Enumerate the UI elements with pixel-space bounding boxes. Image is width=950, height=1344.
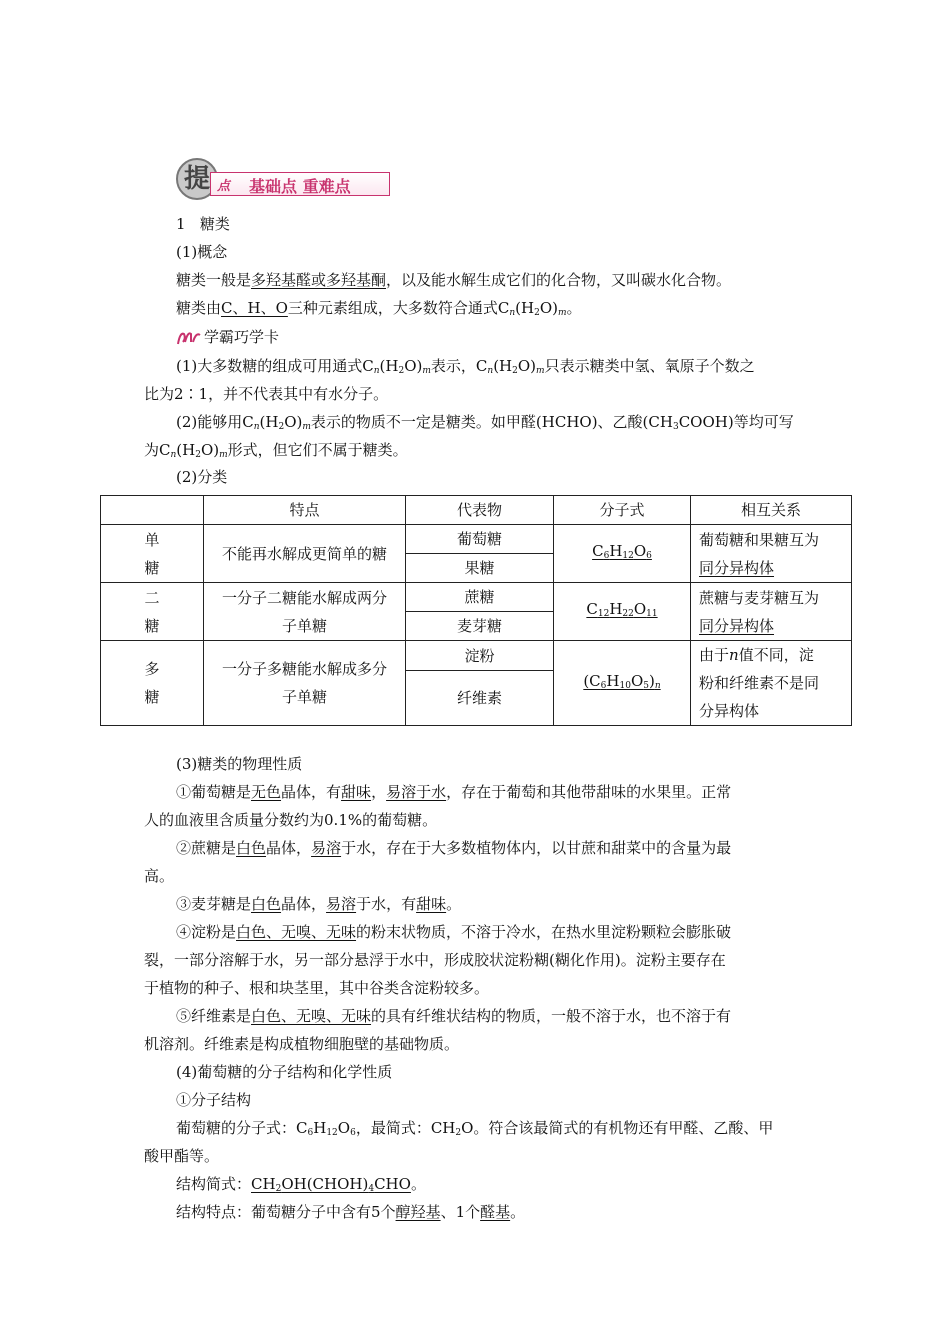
glucose-formula-2: 酸甲酯等。 xyxy=(144,1147,220,1165)
representative-cell: 葡萄糖 xyxy=(406,525,554,554)
relation-cell: 由于n值不同，淀 粉和纤维素不是同 分异构体 xyxy=(691,641,852,726)
phys-sucrose-1: ②蔗糖是白色晶体，易溶于水，存在于大多数植物体内，以甘蔗和甜菜中的含量为最 xyxy=(176,839,732,857)
study-tip-title: 学霸巧学卡 xyxy=(204,328,280,346)
section-header xyxy=(176,158,392,200)
glucose-structure-feature: 结构特点：葡萄糖分子中含有5个醇羟基、1个醛基。 xyxy=(176,1203,526,1221)
representative-cell: 果糖 xyxy=(406,554,554,583)
category-cell: 多 糖 xyxy=(101,641,204,726)
heading-1 xyxy=(176,214,230,234)
relation-cell: 葡萄糖和果糖互为 同分异构体 xyxy=(691,525,852,583)
phys-starch-3: 于植物的种子、根和块茎里，其中谷类含淀粉较多。 xyxy=(144,979,490,997)
table-row xyxy=(101,525,852,554)
formula-cell: $C_6H_{12}O_6$ xyxy=(554,525,691,583)
relation-cell: 蔗糖与麦芽糖互为 同分异构体 xyxy=(691,583,852,641)
heading-text: 糖类 xyxy=(199,215,230,233)
table-header-cell xyxy=(101,496,204,525)
tip-line-1: (1)大多数糖的组成可用通式$C_n(H_2O)_m$表示，$C_n(H_2O)_m$只表示糖类中氢、氧原子个数之 xyxy=(176,357,755,376)
table-row xyxy=(101,641,852,671)
feature-cell: 一分子二糖能水解成两分 子单糖 xyxy=(204,583,406,641)
table-header-cell: 代表物 xyxy=(406,496,554,525)
tip-line-3: (2)能够用$C_n(H_2O)_m$表示的物质不一定是糖类。如甲醛(HCHO)、乙酸$(CH_3COOH)$等均可写 xyxy=(176,413,794,432)
tip-line-2: 比为2∶1，并不代表其中有水分子。 xyxy=(144,385,389,403)
representative-cell: 蔗糖 xyxy=(406,583,554,612)
subheading-physical: (3)糖类的物理性质 xyxy=(176,755,303,773)
sugar-classification-table xyxy=(100,495,852,726)
table-header-cell: 特点 xyxy=(204,496,406,525)
phys-starch-1: ④淀粉是白色、无嗅、无味的粉末状物质，不溶于冷水，在热水里淀粉颗粒会膨胀破 xyxy=(176,923,732,941)
heading-number: 1 xyxy=(176,215,186,233)
subheading-molecular-structure: ①分子结构 xyxy=(176,1091,252,1109)
phys-glucose-2: 人的血液里含质量分数约为0.1%的葡萄糖。 xyxy=(144,811,438,829)
phys-sucrose-2: 高。 xyxy=(144,867,175,885)
phys-starch-2: 裂，一部分溶解于水，另一部分悬浮于水中，形成胶状淀粉糊(糊化作用)。淀粉主要存在 xyxy=(144,951,726,969)
tip-line-4: 为$C_n(H_2O)_m$形式，但它们不属于糖类。 xyxy=(144,441,408,460)
subheading-classification: (2)分类 xyxy=(176,468,228,486)
table-header-row xyxy=(101,496,852,525)
study-tip-icon xyxy=(176,328,202,346)
table-row xyxy=(101,583,852,612)
feature-cell: 一分子多糖能水解成多分 子单糖 xyxy=(204,641,406,726)
subheading-glucose-structure: (4)葡萄糖的分子结构和化学性质 xyxy=(176,1063,393,1081)
representative-cell: 纤维素 xyxy=(406,671,554,726)
formula-cell: $C_{12}H_{22}O_{11}$ xyxy=(554,583,691,641)
definition-p1: 糖类一般是多羟基醛或多羟基酮，以及能水解生成它们的化合物，又叫碳水化合物。 xyxy=(176,271,732,289)
definition-p2: 糖类由C、H、O三种元素组成，大多数符合通式$C_n(H_2O)_m$。 xyxy=(176,299,582,318)
phys-glucose-1: ①葡萄糖是无色晶体，有甜味，易溶于水，存在于葡萄和其他带甜味的水果里。正常 xyxy=(176,783,732,801)
glucose-structural-formula: 结构简式：$CH_2OH(CHOH)_4CHO$。 xyxy=(176,1175,426,1194)
representative-cell: 淀粉 xyxy=(406,641,554,671)
feature-cell: 不能再水解成更简单的糖 xyxy=(204,525,406,583)
table-header-cell: 相互关系 xyxy=(691,496,852,525)
phys-maltose: ③麦芽糖是白色晶体，易溶于水，有甜味。 xyxy=(176,895,462,913)
phys-cellulose-1: ⑤纤维素是白色、无嗅、无味的具有纤维状结构的物质，一般不溶于水，也不溶于有 xyxy=(176,1007,732,1025)
representative-cell: 麦芽糖 xyxy=(406,612,554,641)
phys-cellulose-2: 机溶剂。纤维素是构成植物细胞壁的基础物质。 xyxy=(144,1035,460,1053)
subheading-concept: (1)概念 xyxy=(176,243,228,261)
section-badge: 提 xyxy=(176,158,218,200)
section-tag: 点 xyxy=(217,179,231,194)
section-banner xyxy=(210,172,390,196)
category-cell: 二 糖 xyxy=(101,583,204,641)
table-header-cell: 分子式 xyxy=(554,496,691,525)
formula-cell: $(C_6H_{10}O_5)_n$ xyxy=(554,641,691,726)
glucose-formula-1: 葡萄糖的分子式：$C_6H_{12}O_6$，最简式：$CH_2O$。符合该最简式的有机物还有甲醛、乙酸、甲 xyxy=(176,1119,774,1138)
section-title: 基础点 重难点 xyxy=(249,177,351,196)
category-cell: 单 糖 xyxy=(101,525,204,583)
